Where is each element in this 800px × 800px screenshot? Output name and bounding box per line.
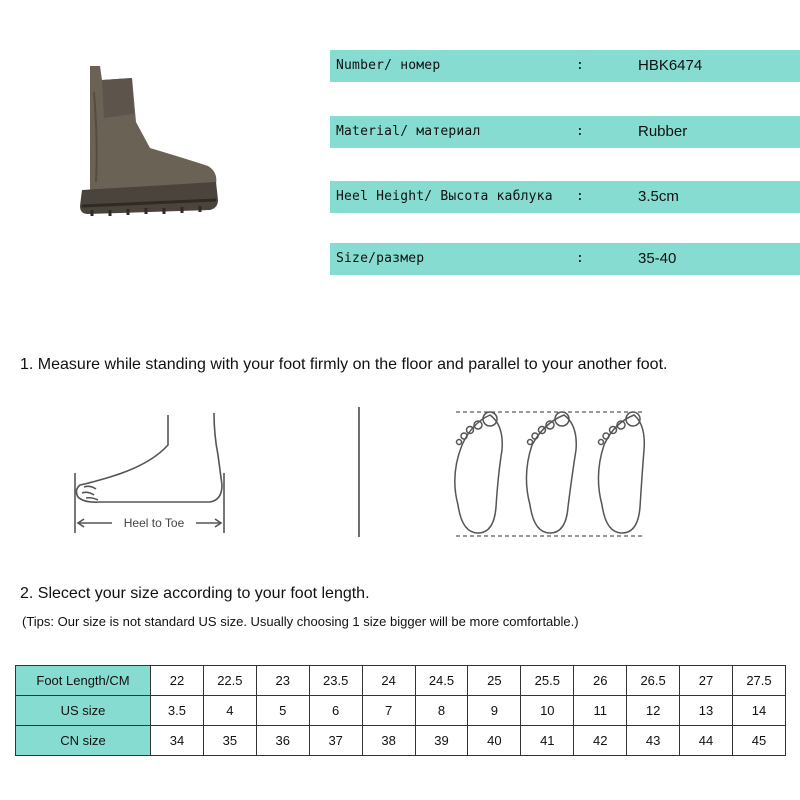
table-cell: 34 <box>151 726 204 756</box>
size-tips: (Tips: Our size is not standard US size. Usually choosing 1 size bigger will be more comfortable.) <box>22 614 579 629</box>
row-header: CN size <box>16 726 151 756</box>
table-cell: 36 <box>256 726 309 756</box>
table-cell: 43 <box>627 726 680 756</box>
foot-outline-icon <box>526 412 576 533</box>
spec-label: Heel Height/ Высота каблука <box>336 189 553 204</box>
table-cell: 26 <box>574 666 627 696</box>
table-cell: 24.5 <box>415 666 468 696</box>
table-cell: 39 <box>415 726 468 756</box>
table-cell: 27 <box>680 666 733 696</box>
spec-row-heel-height <box>330 181 800 213</box>
table-cell: 22 <box>151 666 204 696</box>
table-cell: 11 <box>574 696 627 726</box>
heel-to-toe-label: Heel to Toe <box>123 516 185 530</box>
spec-colon: : <box>576 189 584 204</box>
table-cell: 9 <box>468 696 521 726</box>
spec-colon: : <box>576 58 584 73</box>
spec-row-size <box>330 243 800 275</box>
table-cell: 25.5 <box>521 666 574 696</box>
boot-illustration <box>80 66 218 216</box>
table-cell: 13 <box>680 696 733 726</box>
table-cell: 5 <box>256 696 309 726</box>
table-cell: 8 <box>415 696 468 726</box>
table-cell: 12 <box>627 696 680 726</box>
boot-product-image <box>70 62 230 222</box>
table-cell: 14 <box>732 696 785 726</box>
table-cell: 22.5 <box>203 666 256 696</box>
table-cell: 10 <box>521 696 574 726</box>
step-1-instruction: 1. Measure while standing with your foot firmly on the floor and parallel to your another foot. <box>20 356 668 373</box>
foot-outline-icon <box>455 412 502 533</box>
spec-label: Number/ номер <box>336 58 441 73</box>
spec-value: 3.5cm <box>638 188 679 205</box>
table-cell: 25 <box>468 666 521 696</box>
table-row-us-size <box>16 696 786 726</box>
spec-colon: : <box>576 124 584 139</box>
table-cell: 6 <box>309 696 362 726</box>
table-cell: 3.5 <box>151 696 204 726</box>
table-cell: 7 <box>362 696 415 726</box>
spec-value: HBK6474 <box>638 57 703 74</box>
side-foot-icon <box>75 413 224 533</box>
table-cell: 27.5 <box>732 666 785 696</box>
table-cell: 35 <box>203 726 256 756</box>
table-cell: 24 <box>362 666 415 696</box>
table-cell: 40 <box>468 726 521 756</box>
spec-colon: : <box>576 251 584 266</box>
table-cell: 37 <box>309 726 362 756</box>
size-chart-table <box>15 665 786 756</box>
row-header: Foot Length/CM <box>16 666 151 696</box>
step-2-instruction: 2. Slecect your size according to your foot length. <box>20 585 370 602</box>
table-cell: 45 <box>732 726 785 756</box>
table-cell: 44 <box>680 726 733 756</box>
table-row-cn-size <box>16 726 786 756</box>
spec-row-material <box>330 116 800 148</box>
spec-row-number <box>330 50 800 82</box>
table-cell: 26.5 <box>627 666 680 696</box>
spec-value: Rubber <box>638 123 688 140</box>
foot-outline-icon <box>598 412 644 533</box>
table-cell: 23 <box>256 666 309 696</box>
table-cell: 23.5 <box>309 666 362 696</box>
table-cell: 38 <box>362 726 415 756</box>
spec-label: Material/ материал <box>336 124 481 139</box>
foot-measure-illustration <box>0 395 800 555</box>
spec-label: Size/размер <box>336 251 425 266</box>
spec-value: 35-40 <box>638 250 677 267</box>
row-header: US size <box>16 696 151 726</box>
table-row-foot-length <box>16 666 786 696</box>
table-cell: 42 <box>574 726 627 756</box>
table-cell: 4 <box>203 696 256 726</box>
table-cell: 41 <box>521 726 574 756</box>
